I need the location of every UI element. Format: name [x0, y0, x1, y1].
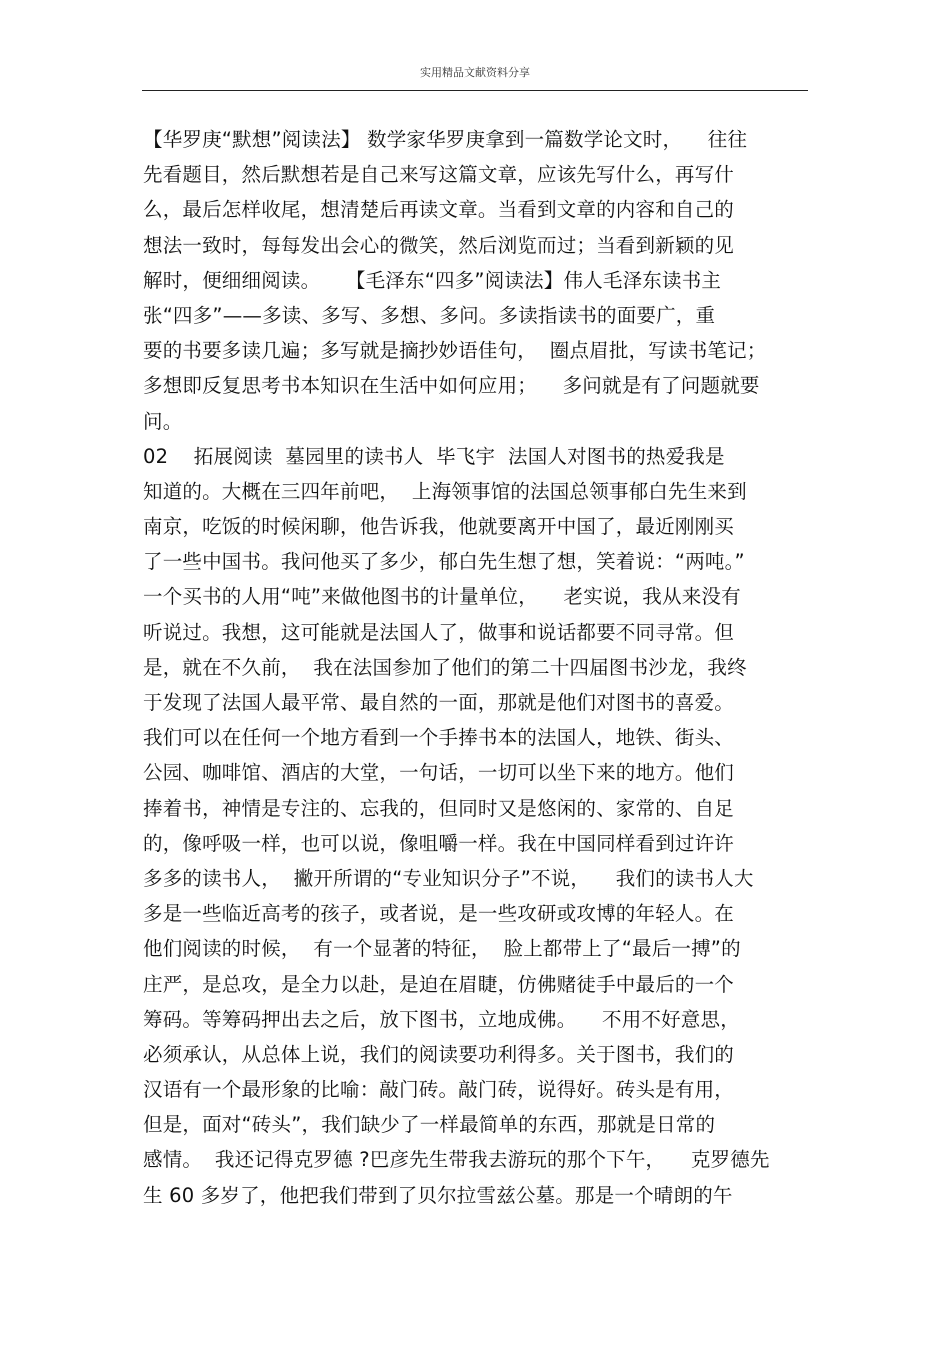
text-line: 想法一致时，每每发出会心的微笑，然后浏览而过；当看到新颖的见 — [143, 233, 735, 257]
text-line: 必须承认，从总体上说，我们的阅读要功利得多。关于图书，我们的 — [143, 1042, 735, 1066]
text-line: 于发现了法国人最平常、最自然的一面，那就是他们对图书的喜爱。 — [143, 691, 735, 714]
text-line: 公园、咖啡馆、酒店的大堂，一句话，一切可以坐下来的地方。他们 — [143, 761, 735, 785]
text-line: 要的书要多读几遍；多写就是摘抄妙语佳句， 圈点眉批，写读书笔记； — [143, 339, 767, 363]
text-line: 么，最后怎样收尾，想清楚后再读文章。当看到文章的内容和自己的 — [143, 198, 735, 222]
text-line: 庄严，是总攻，是全力以赴，是迫在眉睫，仿佛赌徒手中最后的一个 — [143, 972, 735, 996]
text-line: 知道的。大概在三四年前吧， 上海领事馆的法国总领事郁白先生来到 — [143, 479, 747, 503]
text-line: 感情。 我还记得克罗德 ?巴彦先生带我去游玩的那个下午， 克罗德先 — [143, 1148, 770, 1172]
text-line: 生 60 多岁了，他把我们带到了贝尔拉雪兹公墓。那是一个晴朗的午 — [143, 1183, 733, 1207]
text-line: 问。 — [143, 409, 183, 433]
text-line: 02 拓展阅读 墓园里的读书人 毕飞宇 法国人对图书的热爱我是 — [143, 444, 725, 468]
text-line: 捧着书，神情是专注的、忘我的，但同时又是悠闲的、家常的、自足 — [143, 796, 735, 820]
text-line: 是，就在不久前， 我在法国参加了他们的第二十四届图书沙龙，我终 — [143, 655, 747, 679]
text-line: 听说过。我想，这可能就是法国人了，做事和说话都要不同寻常。但 — [143, 620, 735, 644]
text-line: 但是，面对“砖头”，我们缺少了一样最简单的东西，那就是日常的 — [143, 1113, 716, 1137]
text-line: 的，像呼吸一样，也可以说，像咀嚼一样。我在中国同样看到过许许 — [143, 831, 735, 855]
text-line: 一个买书的人用“吨”来做他图书的计量单位， 老实说，我从来没有 — [143, 585, 741, 609]
header-divider — [142, 90, 808, 91]
text-line: 【华罗庚“默想”阅读法】 数学家华罗庚拿到一篇数学论文时， 往往 — [143, 128, 748, 151]
text-line: 多是一些临近高考的孩子，或者说，是一些攻研或攻博的年轻人。在 — [143, 902, 735, 926]
text-line: 筹码。等筹码押出去之后，放下图书，立地成佛。 不用不好意思， — [143, 1007, 740, 1031]
page-header-title: 实用精品文献资料分享 — [420, 66, 530, 79]
text-line: 张“四多”——多读、多写、多想、多问。多读指读书的面要广，重 — [143, 303, 716, 327]
text-line: 多想即反复思考书本知识在生活中如何应用； 多问就是有了问题就要 — [143, 374, 760, 398]
text-line: 多多的读书人， 撇开所谓的“专业知识分子”不说， 我们的读书人大 — [143, 866, 754, 890]
document-body — [143, 122, 823, 1213]
text-line: 他们阅读的时候， 有一个显著的特征， 脸上都带上了“最后一搏”的 — [143, 937, 741, 961]
text-line: 汉语有一个最形象的比喻：敲门砖。敲门砖，说得好。砖头是有用， — [143, 1078, 735, 1102]
text-line: 先看题目，然后默想若是自己来写这篇文章，应该先写什么，再写什 — [143, 163, 735, 187]
text-line: 了一些中国书。我问他买了多少，郁白先生想了想，笑着说：“两吨。” — [143, 550, 745, 574]
text-line: 南京，吃饭的时候闲聊，他告诉我，他就要离开中国了，最近刚刚买 — [143, 515, 735, 539]
text-line: 我们可以在任何一个地方看到一个手捧书本的法国人，地铁、街头、 — [143, 726, 735, 750]
text-line: 解时，便细细阅读。 【毛泽东“四多”阅读法】伟人毛泽东读书主 — [143, 268, 722, 292]
